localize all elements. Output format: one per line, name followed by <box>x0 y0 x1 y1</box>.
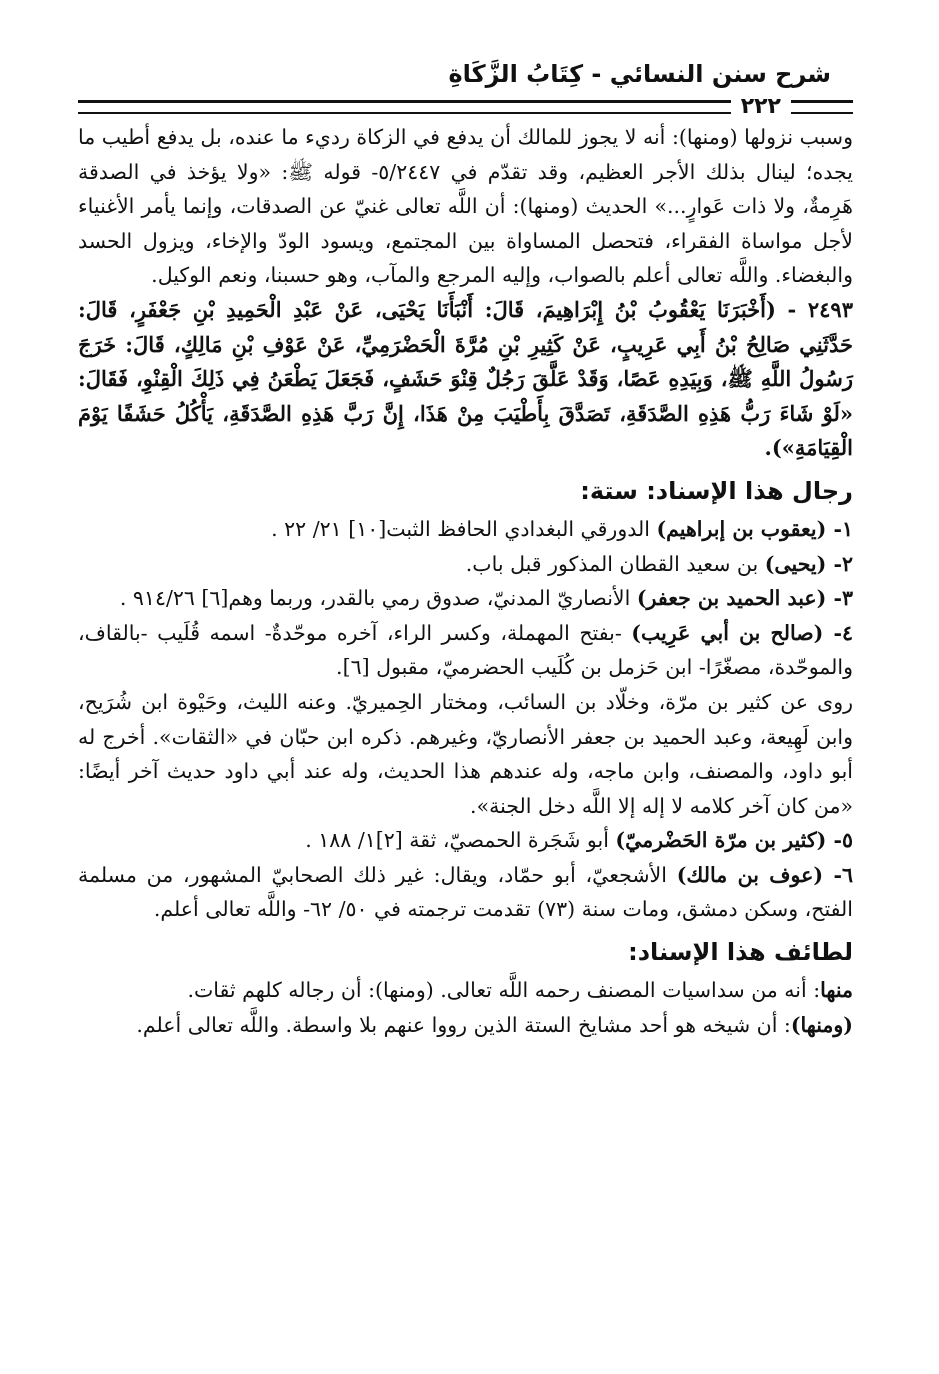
narrator-label: ٢- (يحيى) <box>764 551 853 576</box>
subtlety-label: (ومنها) <box>790 1012 853 1037</box>
narrator-note <box>78 685 853 823</box>
subtlety-item <box>78 973 853 1008</box>
subtlety-item <box>78 1008 853 1043</box>
header-rule <box>78 94 853 120</box>
hadith-text: ٢٤٩٣ - (أَخْبَرَنَا يَعْقُوبُ بْنُ إِبْرَاهِيمَ، قَالَ: أَنْبَأَنَا يَحْيَى، عَنْ عَبْدِ الْحَمِيدِ بْنِ جَعْفَرٍ، قَالَ: حَدَّثَنِي صَالِحُ بْنُ أَبِي عَرِيبٍ، عَنْ كَثِيرِ بْنِ مُرَّةَ الْحَضْرَمِيِّ، عَنْ عَوْفِ بْنِ مَالِكٍ، قَالَ: خَرَجَ رَسُولُ اللَّهِ ﷺ، وَبِيَدِهِ عَصًا، وَقَدْ عَلَّقَ رَجُلٌ قِنْوَ حَشَفٍ، فَجَعَلَ يَطْعَنُ فِي ذَلِكَ الْقِنْوِ، فَقَالَ: «لَوْ شَاءَ رَبُّ هَذِهِ الصَّدَقَةِ، تَصَدَّقَ بِأَطْيَبَ مِنْ هَذَا، إِنَّ رَبَّ هَذِهِ الصَّدَقَةِ، يَأْكُلُ حَشَفًا يَوْمَ الْقِيَامَةِ»). <box>78 296 853 461</box>
page-number: ٢٢٢ <box>740 94 781 119</box>
book-page <box>78 50 853 1350</box>
narrator-text: الأشجعيّ، أبو حمّاد، ويقال: غير ذلك الصحابيّ المشهور، من مسلمة الفتح، وسكن دمشق، ومات سنة (٧٣) تقدمت ترجمته في ٥٠/ ٦٢- واللَّه تعالى أعلم. <box>78 862 853 922</box>
subtlety-label: منها <box>820 978 853 1003</box>
header-rule-short <box>791 100 853 114</box>
narrator-text: أبو شَجَرة الحمصيّ، ثقة [٢]١/ ١٨٨ . <box>305 828 616 853</box>
narrator-text: -بفتح المهملة، وكسر الراء، آخره موحّدةٌ- اسمه قُلَيب -بالقاف، والموحّدة، مصغّرًا- ابن حَزمل بن كُلَيب الحضرميّ، مقبول [٦]. <box>78 620 853 680</box>
narrator-label: ١- (يعقوب بن إبراهيم) <box>656 516 853 541</box>
narrator-text: الدورقي البغدادي الحافظ الثبت[١٠] ٢١/ ٢٢ . <box>271 516 657 541</box>
narrator-text: روى عن كثير بن مرّة، وخلّاد بن السائب، ومختار الحِميريّ. وعنه الليث، وحَيْوة ابن شُرَيح، وابن لَهِيعة، وعبد الحميد بن جعفر الأنصاريّ، وغيرهم. ذكره ابن حبّان في «الثقات». أخرج له أبو داود، والمصنف، وابن ماجه، وله عندهم هذا الحديث، وله عند أبي داود حديث آخر أيضًا: «من كان آخر كلامه لا إله إلا اللَّه دخل الجنة». <box>78 689 853 818</box>
narrator-item <box>78 581 853 616</box>
running-header <box>78 50 853 92</box>
narrator-item <box>78 858 853 927</box>
header-rule-long <box>78 100 731 114</box>
narrator-label: ٥- (كثير بن مرّة الحَضْرميّ) <box>615 828 853 853</box>
intro-paragraph: وسبب نزولها (ومنها): أنه لا يجوز للمالك أن يدفع في الزكاة رديء ما عنده، بل يدفع أطيب ما يجده؛ لينال بذلك الأجر العظيم، وقد تقدّم في ٥/٢٤٤٧- قوله ﷺ: «ولا يؤخذ في الصدقة هَرِمةٌ، ولا ذات عَوارٍ...» الحديث (ومنها): أن اللَّه تعالى غنيّ عن الصدقات، وإنما يأمر الأغنياء لأجل مواساة الفقراء، فتحصل المساواة بين المجتمع، ويسود الودّ والإخاء، ويزول الحسد والبغضاء. واللَّه تعالى أعلم بالصواب، وإليه المرجع والمآب، وهو حسبنا، ونعم الوكيل. <box>78 125 853 288</box>
subtlety-text: : أنه من سداسيات المصنف رحمه اللَّه تعالى. (ومنها): أن رجاله كلهم ثقات. <box>187 978 821 1003</box>
narrator-text: الأنصاريّ المدنيّ، صدوق رمي بالقدر، وربما وهم[٦] ٩١٤/٢٦ . <box>119 586 637 611</box>
narrator-item <box>78 547 853 582</box>
narrator-item <box>78 823 853 858</box>
narrator-item <box>78 512 853 547</box>
narrator-label: ٦- (عوف بن مالك) <box>676 862 854 887</box>
subtlety-text: : أن شيخه هو أحد مشايخ الستة الذين رووا عنهم بلا واسطة. واللَّه تعالى أعلم. <box>136 1012 791 1037</box>
narrator-label: ٣- (عبد الحميد بن جعفر) <box>636 586 853 611</box>
header-title: شرح سنن النسائي - كِتَابُ الزَّكَاةِ <box>448 60 831 88</box>
narrators-heading: رجال هذا الإسناد: ستة: <box>580 476 853 505</box>
narrator-label: ٤- (صالح بن أبي عَرِيب) <box>631 620 853 645</box>
page-content <box>78 120 853 1042</box>
narrator-text: بن سعيد القطان المذكور قبل باب. <box>465 551 765 576</box>
narrator-item <box>78 616 853 685</box>
subtleties-heading: لطائف هذا الإسناد: <box>628 938 853 967</box>
